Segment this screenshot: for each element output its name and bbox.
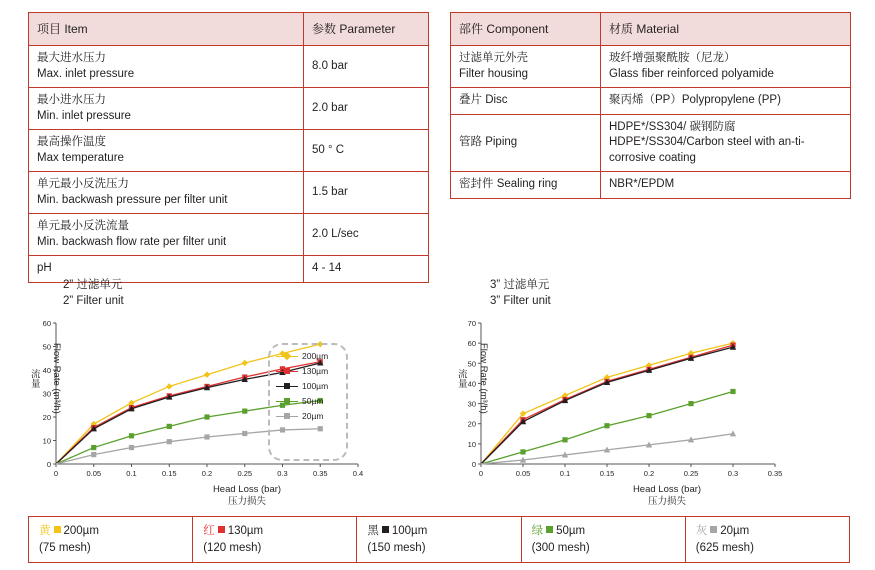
svg-text:0.3: 0.3 [727, 469, 739, 479]
spec-item-en: Min. backwash flow rate per filter unit [37, 235, 227, 248]
mesh-line-1 [532, 523, 675, 540]
mesh-color-cn: 黑 [367, 525, 379, 537]
plot-area-3inch [455, 315, 855, 490]
mesh-legend-table [28, 516, 850, 563]
component-en: Filter housing [459, 67, 529, 80]
mesh-size: 100µm [391, 525, 428, 537]
mesh-size: 200µm [63, 525, 99, 537]
svg-text:0.2: 0.2 [201, 469, 213, 479]
legend-label: 200µm [302, 351, 329, 362]
y-axis-label-en: Flow Rate (m³/h) [477, 343, 489, 414]
svg-text:0.25: 0.25 [237, 469, 253, 479]
mesh-count: (625 mesh) [695, 541, 754, 554]
material-component-cell [451, 46, 601, 88]
mesh-line-1 [203, 523, 346, 540]
mesh-color-cn: 绿 [531, 525, 544, 537]
svg-text:20: 20 [467, 419, 476, 429]
chart-3inch [455, 278, 855, 508]
material-en: Glass fiber reinforced polyamide [609, 67, 774, 80]
svg-text:0: 0 [46, 460, 51, 470]
table-row [451, 88, 851, 115]
y-axis-label-cn: 流量 [28, 368, 40, 388]
mesh-cell-130 [193, 517, 357, 563]
mesh-size: 50µm [556, 525, 586, 537]
material-component-cell [451, 172, 601, 199]
x-axis-label-cn: 压力损失 [647, 496, 686, 508]
spec-item-cell [29, 214, 304, 256]
svg-text:0.15: 0.15 [599, 469, 615, 479]
mesh-swatch [546, 526, 553, 533]
table-header-row [29, 13, 429, 46]
material-component-cell [451, 114, 601, 172]
spec-item-cn: pH [37, 262, 52, 275]
legend-label: 130µm [302, 366, 329, 377]
svg-text:0: 0 [478, 469, 484, 479]
mesh-swatch [54, 526, 61, 533]
table-row [451, 46, 851, 88]
mesh-line-1 [39, 523, 182, 540]
spec-item-cn: 单元最小反洗压力 [37, 178, 129, 191]
svg-text:40: 40 [42, 366, 51, 376]
material-value-cell [601, 46, 851, 88]
mesh-swatch [710, 526, 717, 533]
spec-item-cell [29, 130, 304, 172]
spec-item-en: Min. backwash pressure per filter unit [37, 193, 228, 206]
plot-svg-3inch [455, 315, 785, 490]
legend-marker-100 [276, 382, 298, 391]
spec-item-cell [29, 46, 304, 88]
spec-item-cn: 最小进水压力 [37, 94, 106, 107]
spec-item-cell [29, 172, 304, 214]
svg-text:20: 20 [42, 413, 51, 423]
legend-item [276, 396, 342, 406]
x-axis-label-en: Head Loss (bar) [212, 484, 282, 496]
mesh-size: 130µm [227, 525, 264, 537]
legend-item [276, 381, 342, 391]
spec-item-cn: 最大进水压力 [37, 52, 106, 65]
table-row [451, 114, 851, 172]
svg-text:40: 40 [467, 379, 476, 389]
material-table [450, 12, 851, 199]
mesh-line-1 [696, 523, 839, 540]
mesh-count: (120 mesh) [203, 541, 262, 554]
material-cn: NBR*/EPDM [609, 178, 675, 191]
chart-title-3inch [490, 278, 855, 309]
spec-item-en: Max temperature [37, 151, 124, 164]
material-component-cell [451, 88, 601, 115]
material-cn: 聚丙烯（PP）Polypropylene (PP) [609, 94, 781, 107]
table-header-row [451, 13, 851, 46]
mesh-cell-20 [685, 517, 849, 563]
material-value-cell [601, 114, 851, 172]
table-row [29, 172, 429, 214]
mesh-count: (150 mesh) [367, 541, 426, 554]
spec-value-cell: 4 - 14 [304, 256, 429, 283]
plot-area-2inch [28, 315, 438, 490]
spec-table [28, 12, 429, 283]
svg-text:0: 0 [53, 469, 59, 479]
legend-marker-20 [276, 412, 298, 421]
material-cn: HDPE*/SS304/ 碳钢防腐 [609, 120, 736, 133]
material-en: HDPE*/SS304/Carbon steel with an-ti-corrosive coating [609, 136, 805, 164]
material-header-material: 材质 Material [601, 13, 851, 46]
svg-text:30: 30 [42, 389, 51, 399]
spec-item-cn: 单元最小反洗流量 [37, 220, 129, 233]
table-row [451, 172, 851, 199]
x-axis-label-en: Head Loss (bar) [632, 484, 702, 496]
table-row [29, 130, 429, 172]
legend-item [276, 411, 342, 421]
mesh-color-cn: 灰 [695, 525, 708, 537]
material-value-cell [601, 172, 851, 199]
legend-marker-130 [276, 367, 298, 376]
mesh-cell-200 [29, 517, 193, 563]
mesh-swatch [382, 526, 389, 533]
legend-label: 20µm [302, 411, 324, 422]
spec-value-cell: 50 ° C [304, 130, 429, 172]
legend-marker-200 [276, 352, 298, 361]
chart-title-en: 3” Filter unit [490, 294, 551, 307]
component-cn: 密封件 Sealing ring [459, 178, 558, 191]
spec-value-cell: 8.0 bar [304, 46, 429, 88]
svg-text:60: 60 [42, 319, 51, 329]
spec-header-item: 项目 Item [29, 13, 304, 46]
svg-text:10: 10 [42, 436, 51, 446]
chart-2inch [28, 278, 438, 508]
component-cn: 管路 Piping [459, 136, 518, 149]
svg-text:0.35: 0.35 [312, 469, 328, 479]
chart-legend [268, 343, 348, 461]
chart-title-cn: 3” 过滤单元 [490, 279, 550, 291]
table-row [29, 517, 850, 563]
chart-title-en: 2” Filter unit [63, 294, 124, 307]
mesh-color-cn: 黄 [39, 525, 51, 537]
svg-text:0.1: 0.1 [559, 469, 571, 479]
mesh-color-cn: 红 [203, 525, 215, 537]
x-axis-label-cn: 压力损失 [227, 496, 266, 508]
svg-text:50: 50 [42, 342, 51, 352]
svg-text:10: 10 [467, 439, 476, 449]
table-row [29, 46, 429, 88]
y-axis-label-en: Flow Rate (m³/h) [50, 343, 62, 414]
spec-item-en: Min. inlet pressure [37, 109, 131, 122]
legend-marker-50 [276, 397, 298, 406]
svg-text:60: 60 [467, 339, 476, 349]
y-axis-label-cn: 流量 [455, 368, 467, 388]
spec-value-cell: 2.0 bar [304, 88, 429, 130]
spec-item-cell [29, 88, 304, 130]
svg-text:0.1: 0.1 [126, 469, 137, 479]
svg-text:0.25: 0.25 [683, 469, 699, 479]
chart-title-cn: 2” 过滤单元 [63, 279, 123, 291]
spec-item-cn: 最高操作温度 [37, 136, 106, 149]
svg-text:0.4: 0.4 [352, 469, 364, 479]
legend-label: 50µm [302, 396, 324, 407]
component-cn: 过滤单元外壳 [459, 52, 528, 65]
mesh-count: (300 mesh) [531, 541, 590, 554]
table-row [29, 88, 429, 130]
spec-item-en: Max. inlet pressure [37, 67, 135, 80]
svg-text:0.05: 0.05 [515, 469, 531, 479]
mesh-swatch [218, 526, 225, 533]
svg-text:0.05: 0.05 [86, 469, 102, 479]
svg-text:50: 50 [467, 359, 476, 369]
svg-text:0.35: 0.35 [767, 469, 783, 479]
material-cn: 玻纤增强聚酰胺（尼龙） [609, 52, 736, 65]
mesh-cell-50 [521, 517, 685, 563]
legend-item [276, 366, 342, 376]
table-row [29, 214, 429, 256]
svg-text:0.3: 0.3 [277, 469, 288, 479]
mesh-count: (75 mesh) [39, 541, 91, 554]
legend-label: 100µm [302, 381, 329, 392]
component-cn: 叠片 Disc [459, 94, 508, 107]
spec-header-parameter: 参数 Parameter [304, 13, 429, 46]
material-value-cell [601, 88, 851, 115]
svg-text:0.15: 0.15 [161, 469, 177, 479]
spec-value-cell: 1.5 bar [304, 172, 429, 214]
svg-text:70: 70 [467, 319, 476, 329]
svg-text:0: 0 [471, 460, 476, 470]
spec-value-cell: 2.0 L/sec [304, 214, 429, 256]
material-header-component: 部件 Component [451, 13, 601, 46]
chart-title-2inch [63, 278, 438, 309]
legend-item [276, 351, 342, 361]
svg-text:0.2: 0.2 [643, 469, 655, 479]
mesh-line-1 [367, 523, 510, 540]
mesh-cell-100 [357, 517, 521, 563]
mesh-size: 20µm [720, 525, 750, 537]
svg-text:30: 30 [467, 399, 476, 409]
